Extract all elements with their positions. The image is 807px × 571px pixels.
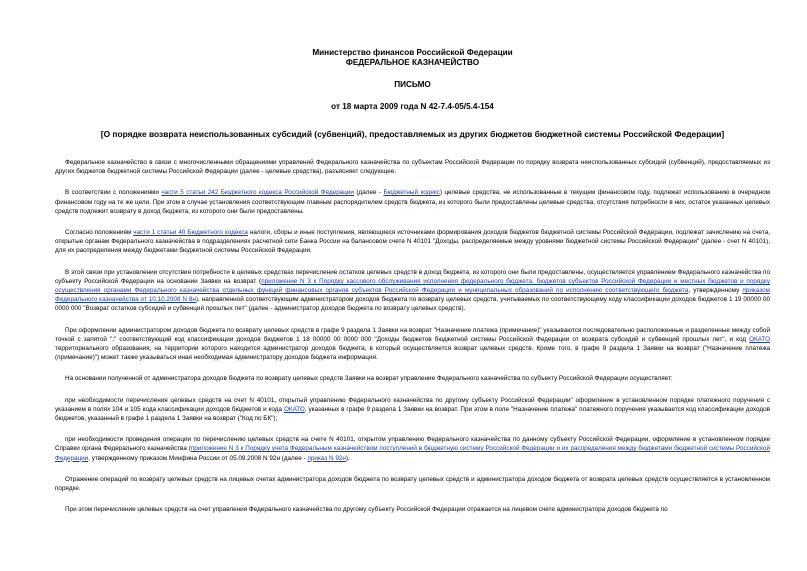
paragraph-text: при необходимости перечисления целевых средств на счет N 40101, открытый управлению Федерального казначейства по другому субъекту Российской Федерации" оформление в установленном порядке платежного поручения с указанием в полях 104 и 105 кода классификации доходов бюджетов и кода bbox=[55, 396, 770, 413]
paragraph-6 bbox=[55, 374, 770, 383]
paragraph-text: На основании полученной от администратора доходов бюджета по возврату целевых средств Заявки на возврат управление Федерального казначейства по субъекту Российской Федерации осуществляет: bbox=[65, 375, 673, 383]
budget-code-art40-link[interactable]: части 1 статьи 40 Бюджетного кодекса bbox=[133, 229, 248, 237]
paragraph-4 bbox=[55, 268, 770, 314]
treasury-order-8n-link[interactable]: приказом Федерального казначейства от 10.10.2008 N 8н bbox=[55, 287, 770, 304]
paragraph-text: , указанных в графе 9 раздела 1 Заявки на возврат. При этом в поле "Назначение платежа" платежного поручения указывается код классификации доходов бюджетов, указанный в графе 1 раздела 1 Заявки на возврат ("Код по БК"); bbox=[55, 405, 771, 423]
cash-service-order-appendix-link[interactable]: приложение N 3 к Порядку кассового обслуживания исполнения федерального бюджета, бюджетов субъектов Российской Федерации и местных бюджетов и порядку осуществления органами Федерального казначейства отдельных функций финансовых органов субъектов Российской Федерации и муниципальных образований по исполнению соответствующего бюджета bbox=[55, 277, 771, 295]
ministry-name: Министерство финансов Российской Федерации bbox=[312, 48, 513, 57]
paragraph-text: При этом перечисление целевых средств на счет управления Федерального казначейства по другому субъекту Российской Федерации отражается на лицевом счете администратора доходов бюджета по bbox=[65, 506, 668, 514]
paragraph-3 bbox=[55, 228, 770, 256]
paragraph-7 bbox=[55, 396, 770, 424]
paragraph-text: Согласно положениям bbox=[65, 229, 134, 237]
paragraph-9 bbox=[55, 475, 770, 493]
paragraph-text: при необходимости проведения операции по перечислению целевых средств на счете N 40101, открытом управлению Федерального казначейства по данному субъекту Российской Федерации, оформление в установленном порядке Справки органа Федерального казначейства ( bbox=[55, 436, 770, 453]
paragraph-text: , утвержденному приказом Минфина России от 05.09.2008 N 92н (далее - bbox=[88, 454, 308, 462]
paragraph-text: территориального образования, на территории которого находится администратор доходов бюджета, в который осуществляется возврат целевых средств. Кроме того, в графе 9 раздела 1 Заявки на возврат ("Назначение платежа (примечание)") может также указываться иная необходимая администратору доходов бюджета информация. bbox=[55, 345, 770, 362]
document-number: от 18 марта 2009 года N 42-7.4-05/5.4-154 bbox=[331, 102, 494, 111]
paragraph-text: (далее - bbox=[353, 189, 384, 197]
order-92n-link[interactable]: приказ N 92н bbox=[307, 454, 346, 462]
paragraph-text: В этой связи при установлении отсутствия потребности в целевых средствах перечисление остатков целевых средств в доход бюджета, из которого они были предоставлены, осуществляется управлением Федерального казначейства по субъекту Российской Федерации на основании Заявки на возврат ( bbox=[55, 268, 770, 285]
paragraph-text: ) целевые средства, не использованные в текущем финансовом году, подлежат использованию в очередном финансовом году на те же цели. При этом в случае установления соответствующим главным распорядителем средств бюджета, из которого были предоставлены целевые средства, отсутствия потребности в них, остаток указанных целевых средств подлежит возврату в доход бюджета, из которого они были предоставлены. bbox=[55, 189, 771, 215]
paragraph-text: ), направленной соответствующим администратором доходов бюджета по возврату целевых средств, учитываемых по соответствующему коду классификации доходов бюджетов 1 19 00000 00 0000 000 "Возврат остатков субсидий и субвенций прошлых лет" (далее - администратор доходов бюджета по возврату целевых средств). bbox=[55, 296, 770, 313]
paragraph-text: Федеральное казначейство в связи с многочисленными обращениями управлений Федерального казначейства по субъектам Российской Федерации по порядку возврата неиспользованных субсидий (субвенций), предоставляемых из других бюджетов бюджетной системы Российской Федерации (далее - целевые средства), разъясняет следующее. bbox=[55, 159, 770, 176]
paragraph-text: При оформлении администратором доходов бюджета по возврату целевых средств в графе 9 раздела 1 Заявки на возврат "Назначение платежа (примечание)" указываются последовательно расположенные и разделенные между собой точкой с запятой ";" соответствующий код классификации доходов бюджетов 1 18 00000 00 0000 000 "Доходы бюджетов бюджетной системы Российской Федерации от возврата субсидий и субвенций прошлых лет", и код bbox=[55, 326, 770, 343]
paragraph-text: Отражение операций по возврату целевых средств на лицевых счетах администратора доходов бюджета по возврату целевых средств и администратора доходов бюджета от возврата целевых средств осуществляется в установленном порядке. bbox=[55, 475, 770, 493]
paragraph-5 bbox=[55, 326, 770, 363]
paragraph-text: налоги, сборы и иные поступления, являющиеся источниками формирования доходов бюджетов бюджетной системы Российской Федерации, подлежат зачислению на счета, открытые органам Федерального казначейства в подразделениях расчетной сети Банка России на балансовом счете N 40101 "Доходы, распределяемые между уровнями бюджетной системы Российской Федерации" (далее - счет N 40101), для их распределения между бюджетами бюджетной системы Российской Федерации. bbox=[55, 229, 770, 255]
document-type: ПИСЬМО bbox=[394, 80, 431, 89]
agency-name: ФЕДЕРАЛЬНОЕ КАЗНАЧЕЙСТВО bbox=[345, 58, 480, 67]
paragraph-1 bbox=[55, 158, 770, 176]
okato-link[interactable]: ОКАТО bbox=[749, 335, 770, 343]
budget-code-art242-link[interactable]: части 5 статьи 242 Бюджетного кодекса Российской Федерации bbox=[161, 189, 354, 197]
paragraph-text: В соответствии с положениями bbox=[65, 189, 162, 197]
paragraph-text: , утвержденному bbox=[688, 287, 743, 295]
paragraph-2 bbox=[55, 188, 770, 216]
paragraph-10 bbox=[55, 505, 770, 514]
paragraph-8 bbox=[55, 435, 770, 463]
document-body bbox=[55, 158, 770, 514]
accounting-order-appendix-link[interactable]: приложение N 3 к Порядку учета Федеральным казначейством поступлений в бюджетную систему Российской Федерации и их распределения между бюджетами бюджетной системы Российской Федерации bbox=[55, 445, 770, 462]
document-page bbox=[55, 0, 770, 526]
okato-link[interactable]: ОКАТО bbox=[283, 405, 305, 413]
paragraph-text: ). bbox=[345, 454, 350, 462]
document-title: [О порядке возврата неиспользованных субсидий (субвенций), предоставляемых из других бюджетов бюджетной системы Российской Федерации] bbox=[100, 129, 725, 139]
budget-code-link[interactable]: Бюджетный кодекс bbox=[383, 189, 440, 197]
